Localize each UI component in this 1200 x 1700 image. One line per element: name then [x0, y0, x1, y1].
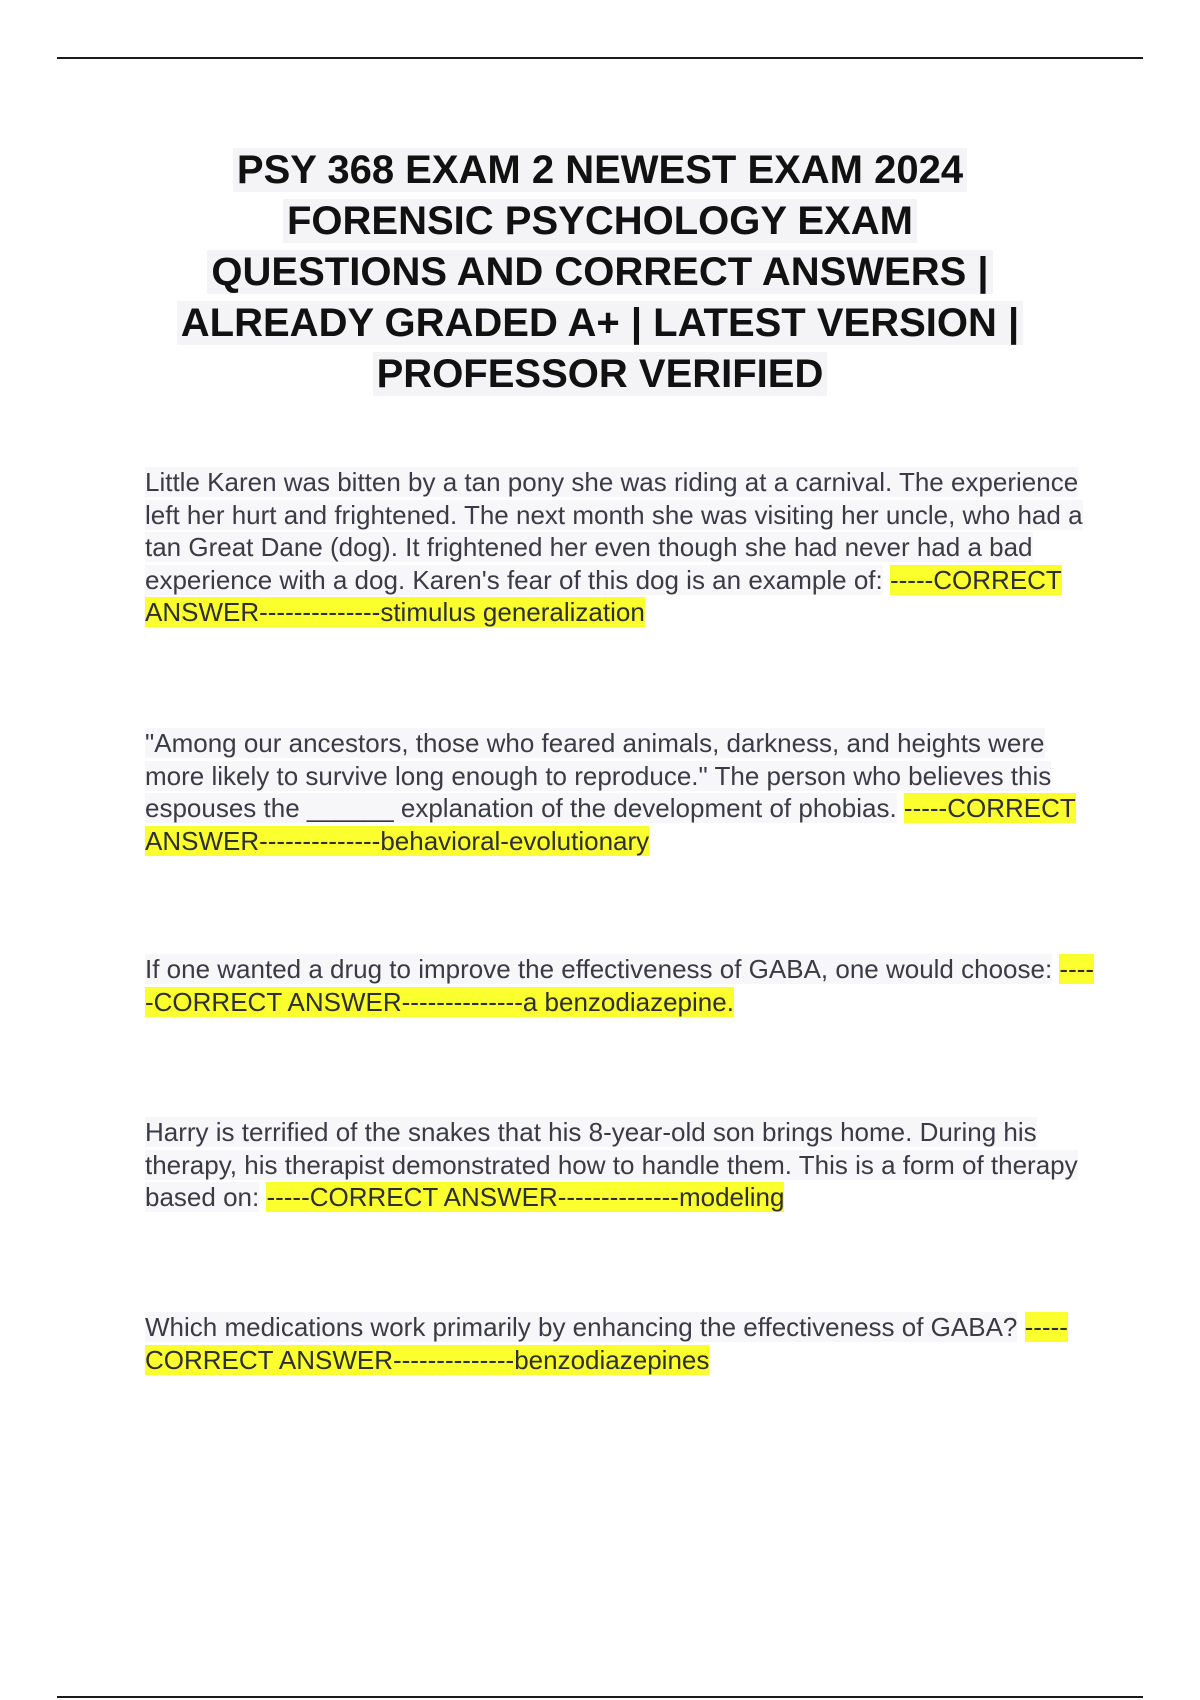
title-line: FORENSIC PSYCHOLOGY EXAM	[283, 199, 917, 243]
title-line: ALREADY GRADED A+ | LATEST VERSION |	[177, 301, 1023, 345]
title-line: PROFESSOR VERIFIED	[373, 352, 828, 396]
correct-answer-highlight: -----CORRECT ANSWER--------------behavioral-evolutionary	[145, 793, 1076, 856]
question-text: Which medications work primarily by enhancing the effectiveness of GABA?	[145, 1312, 1018, 1342]
qa-item	[145, 1311, 1095, 1376]
top-rule	[57, 57, 1143, 59]
bottom-rule	[57, 1696, 1143, 1698]
qa-item	[145, 466, 1095, 629]
qa-item	[145, 953, 1095, 1018]
question-text: If one wanted a drug to improve the effectiveness of GABA, one would choose:	[145, 954, 1053, 984]
correct-answer-highlight: -----CORRECT ANSWER--------------a benzodiazepine.	[145, 954, 1095, 1017]
qa-item	[145, 727, 1095, 857]
page-title	[100, 145, 1100, 400]
question-text: Harry is terrified of the snakes that his 8-year-old son brings home. During his therapy, his therapist demonstrated how to handle them. This is a form of therapy based on:	[145, 1117, 1078, 1212]
title-line: QUESTIONS AND CORRECT ANSWERS |	[207, 250, 992, 294]
title-line: PSY 368 EXAM 2 NEWEST EXAM 2024	[233, 148, 967, 192]
qa-item	[145, 1116, 1095, 1214]
question-text: Little Karen was bitten by a tan pony she was riding at a carnival. The experience left her hurt and frightened. The next month she was visiting her uncle, who had a tan Great Dane (dog). It frightened her even though she had never had a bad experience with a dog. Karen's fear of this dog is an example of:	[145, 467, 1083, 595]
correct-answer-highlight: -----CORRECT ANSWER--------------benzodiazepines	[145, 1312, 1068, 1375]
correct-answer-highlight: -----CORRECT ANSWER--------------stimulus generalization	[145, 564, 1062, 627]
question-text: "Among our ancestors, those who feared animals, darkness, and heights were more likely to survive long enough to reproduce." The person who believes this espouses the ______ explanation of the development of phobias.	[145, 728, 1052, 823]
correct-answer-highlight: -----CORRECT ANSWER--------------modeling	[266, 1182, 785, 1212]
